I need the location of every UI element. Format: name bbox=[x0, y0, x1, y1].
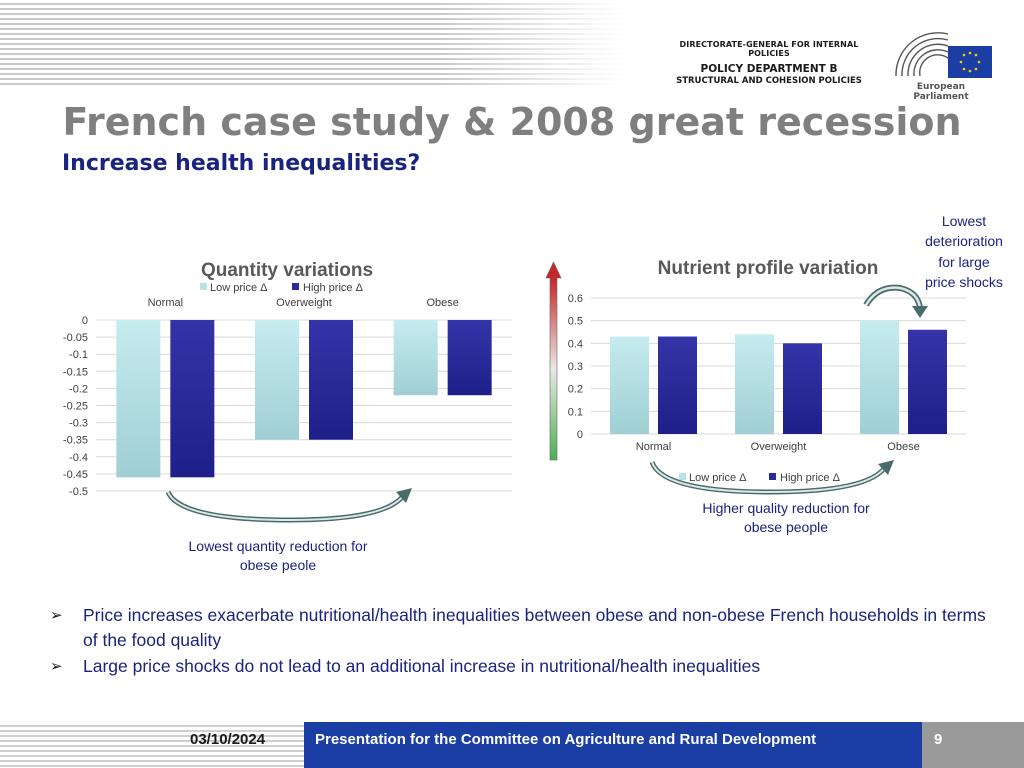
y-tick-label: -0.05 bbox=[62, 332, 88, 345]
y-tick-label: -0.15 bbox=[62, 366, 88, 379]
quality-note bbox=[672, 499, 900, 537]
y-tick-label: 0.5 bbox=[567, 315, 583, 328]
legend-swatch-high-price bbox=[292, 283, 299, 290]
quality-note-line1: Higher quality reduction for bbox=[702, 500, 870, 516]
price-shock-note-line4: price shocks bbox=[925, 273, 1003, 290]
quantity-chart-title: Quantity variations bbox=[200, 260, 374, 281]
category-label: Obese bbox=[426, 297, 459, 309]
conclusion-list bbox=[50, 603, 1000, 679]
y-tick-label: 0.6 bbox=[567, 293, 583, 305]
low-price-bar bbox=[255, 320, 299, 440]
y-tick-label: -0.25 bbox=[62, 400, 88, 413]
price-shock-note-line2: deterioration bbox=[925, 233, 1003, 250]
y-tick-label: -0.1 bbox=[69, 349, 88, 362]
arrow-bullet-icon: ➢ bbox=[50, 607, 63, 624]
legend-label-low-price: Low price Δ bbox=[689, 472, 747, 484]
list-item-text: Large price shocks do not lead to an additional increase in nutritional/health inequalities bbox=[83, 655, 761, 676]
category-label: Normal bbox=[635, 441, 672, 453]
category-label: Overweight bbox=[750, 441, 807, 453]
price-shock-note-line1: Lowest bbox=[941, 213, 987, 229]
low-price-bar bbox=[394, 320, 438, 395]
quantity-note bbox=[160, 537, 396, 575]
price-shock-note bbox=[910, 211, 1018, 292]
legend-swatch-low-price bbox=[200, 283, 207, 290]
y-tick-label: -0.5 bbox=[69, 486, 88, 498]
nutrient-chart-legend bbox=[679, 472, 841, 484]
category-label: Overweight bbox=[276, 297, 332, 309]
y-tick-label: -0.3 bbox=[69, 417, 88, 430]
footer-presentation-label: Presentation for the Committee on Agriculture and Rural Development bbox=[315, 731, 817, 748]
footer-date: 03/10/2024 bbox=[190, 731, 266, 748]
low-price-bar bbox=[116, 320, 160, 477]
quantity-note-line1: Lowest quantity reduction for bbox=[188, 538, 368, 554]
high-price-bar bbox=[309, 320, 353, 440]
legend-label-high-price: High price Δ bbox=[303, 282, 363, 294]
low-price-bar bbox=[860, 321, 899, 434]
policies-label: STRUCTURAL AND COHESION POLICIES bbox=[676, 76, 862, 86]
low-price-bar bbox=[610, 337, 649, 434]
quantity-chart-legend bbox=[200, 282, 364, 294]
y-tick-label: 0.1 bbox=[567, 406, 583, 419]
y-tick-label: 0.3 bbox=[567, 361, 583, 373]
y-tick-label: -0.35 bbox=[62, 434, 88, 447]
high-price-bar bbox=[783, 343, 822, 434]
legend-label-high-price: High price Δ bbox=[780, 472, 840, 484]
quality-note-line2: obese people bbox=[743, 518, 829, 535]
y-tick-label: -0.45 bbox=[62, 468, 88, 481]
slide-subtitle: Increase health inequalities? bbox=[62, 151, 421, 176]
arrow-bullet-icon: ➢ bbox=[50, 657, 63, 675]
page-number: 9 bbox=[934, 731, 943, 748]
high-price-bar bbox=[908, 330, 947, 434]
y-tick-label: -0.4 bbox=[69, 451, 88, 464]
vertical-gradient-arrow-icon bbox=[546, 262, 561, 460]
list-item bbox=[50, 603, 1000, 654]
legend-swatch-high-price bbox=[769, 473, 776, 480]
directorate-label: DIRECTORATE-GENERAL FOR INTERNAL POLICIES bbox=[679, 40, 859, 58]
price-shock-note-line3: for large bbox=[938, 253, 990, 270]
slide-title: French case study & 2008 great recession bbox=[62, 100, 962, 144]
y-tick-label: 0.2 bbox=[567, 383, 583, 396]
y-tick-label: 0.4 bbox=[567, 338, 583, 351]
category-label: Normal bbox=[147, 297, 184, 309]
y-tick-label: -0.2 bbox=[69, 383, 88, 396]
y-tick-label: 0 bbox=[576, 429, 583, 441]
european-parliament-label: European Parliament bbox=[913, 82, 969, 102]
legend-swatch-low-price bbox=[679, 473, 686, 480]
high-price-bar bbox=[658, 337, 697, 434]
legend-label-low-price: Low price Δ bbox=[210, 282, 268, 294]
y-tick-label: 0 bbox=[81, 315, 88, 327]
nutrient-chart-title: Nutrient profile variation bbox=[657, 258, 879, 279]
curved-arrow-left-icon bbox=[168, 488, 412, 520]
category-label: Obese bbox=[887, 441, 920, 453]
quantity-note-line2: obese peole bbox=[239, 556, 317, 573]
list-item-text: Price increases exacerbate nutritional/health inequalities between obese and non-obese French households in terms of the food quality bbox=[83, 605, 986, 651]
high-price-bar bbox=[170, 320, 214, 477]
department-label: POLICY DEPARTMENT B bbox=[700, 63, 838, 75]
quantity-chart bbox=[63, 260, 512, 498]
low-price-bar bbox=[735, 334, 774, 434]
list-item bbox=[50, 654, 1000, 679]
high-price-bar bbox=[448, 320, 492, 395]
